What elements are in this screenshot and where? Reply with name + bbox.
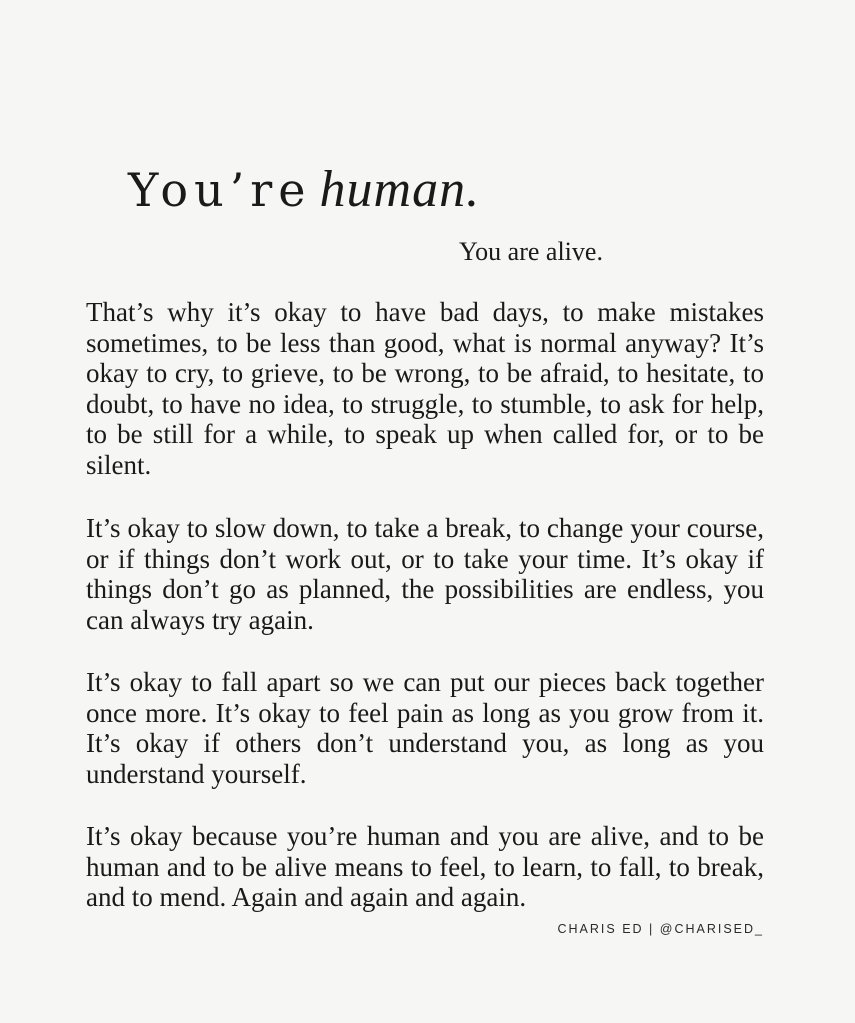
page-title — [128, 160, 480, 220]
subtitle: You are alive. — [459, 237, 603, 266]
paragraph-2: It’s okay to slow down, to take a break, to change your course, or if things don’t work out, or to take your time. It’s okay if things don’t go as planned, the possibilities are endless, you can always try again. — [86, 513, 764, 635]
paragraph-3: It’s okay to fall apart so we can put our pieces back together once more. It’s okay to feel pain as long as you grow from it. It’s okay if others don’t understand you, as long as you understand yourself. — [86, 667, 764, 789]
paragraph-4: It’s okay because you’re human and you are alive, and to be human and to be alive means to feel, to learn, to fall, to break, and to mend. Again and again and again. — [86, 821, 764, 913]
author-credit: CHARIS ED | @CHARISED_ — [557, 922, 764, 936]
paragraph-1: That’s why it’s okay to have bad days, to make mistakes sometimes, to be less than good, what is normal anyway? It’s okay to cry, to grieve, to be wrong, to be afraid, to hesitate, to doubt, to have no idea, to struggle, to stumble, to ask for help, to be still for a while, to speak up when called for, or to be silent. — [86, 297, 764, 480]
title-emphasis: human. — [319, 161, 481, 218]
title-plain: You’re — [128, 163, 312, 217]
